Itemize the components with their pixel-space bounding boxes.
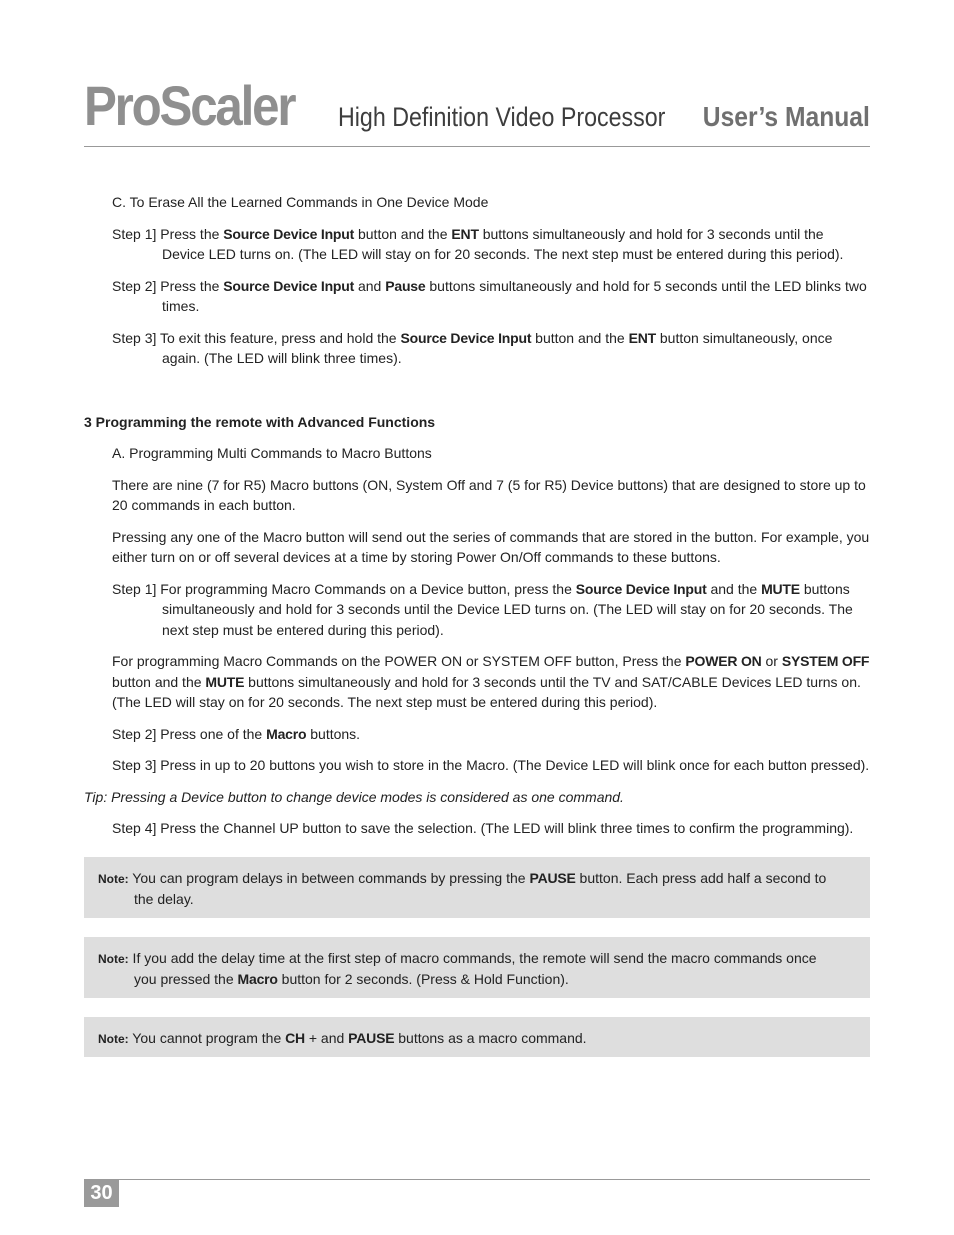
note-box: Note: If you add the delay time at the first step of macro commands, the remote will send the macro commands once you pressed the Macro button for 2 seconds. (Press & Hold Function). xyxy=(84,937,870,998)
note-box: Note: You cannot program the CH + and PAUSE buttons as a macro command. xyxy=(84,1017,870,1057)
section-3a-title: A. Programming Multi Commands to Macro Buttons xyxy=(112,445,432,461)
note-box: Note: You can program delays in between commands by pressing the PAUSE button. Each press add half a second to the delay. xyxy=(84,857,870,918)
footer-rule xyxy=(84,1179,870,1180)
macro-intro-paragraph: There are nine (7 for R5) Macro buttons (ON, System Off and 7 (5 for R5) Device buttons) that are designed to store up to 20 commands in each button. xyxy=(112,476,866,513)
page-header xyxy=(84,76,870,136)
page-content xyxy=(84,192,870,839)
macro-step-4: Step 4] Press the Channel UP button to save the selection. (The LED will blink three times to confirm the programming). xyxy=(112,820,854,836)
note-label: Note: xyxy=(98,952,129,966)
macro-step-1: Step 1] For programming Macro Commands on a Device button, press the Source Device Input and the MUTE buttons simultaneously and hold for 3 seconds until the Device LED turns on. (The LED will stay on for 20 seconds. The next step must be entered during this period). xyxy=(112,580,853,638)
section-3-heading: 3 Programming the remote with Advanced Functions xyxy=(84,413,436,430)
section-c-step-1: Step 1] Press the Source Device Input button and the ENT buttons simultaneously and hold for 3 seconds until the Device LED turns on. (The LED will stay on for 20 seconds. The next step must be entered during this period). xyxy=(112,225,844,262)
section-c-step-2: Step 2] Press the Source Device Input and Pause buttons simultaneously and hold for 5 seconds until the LED blinks two times. xyxy=(112,277,867,314)
tip-text: Tip: Pressing a Device button to change device modes is considered as one command. xyxy=(84,788,624,805)
page-number: 30 xyxy=(84,1180,119,1207)
note-label: Note: xyxy=(98,872,129,886)
section-c-title: C. To Erase All the Learned Commands in One Device Mode xyxy=(112,194,489,210)
note-label: Note: xyxy=(98,1032,129,1046)
header-manual-label: User’s Manual xyxy=(702,101,870,132)
header-subtitle: High Definition Video Processor xyxy=(338,102,666,132)
header-rule xyxy=(84,146,870,147)
section-c-step-3: Step 3] To exit this feature, press and hold the Source Device Input button and the ENT button simultaneously, once again. (The LED will blink three times). xyxy=(112,329,833,366)
macro-explain-paragraph: Pressing any one of the Macro button will send out the series of commands that are stored in the button. For example, you either turn on or off several devices at a time by storing Power On/Off commands to these buttons. xyxy=(112,528,870,565)
macro-step-3: Step 3] Press in up to 20 buttons you wish to store in the Macro. (The Device LED will blink once for each button pressed). xyxy=(112,757,870,773)
macro-step-2: Step 2] Press one of the Macro buttons. xyxy=(112,725,361,742)
brand-logo: ProScaler xyxy=(84,74,295,137)
power-on-paragraph: For programming Macro Commands on the POWER ON or SYSTEM OFF button, Press the POWER ON or SYSTEM OFF button and the MUTE buttons simultaneously and hold for 3 seconds until the TV and SAT/CABLE Devices LED turns on. (The LED will stay on for 20 seconds. The next step must be entered during this period). xyxy=(112,653,870,710)
